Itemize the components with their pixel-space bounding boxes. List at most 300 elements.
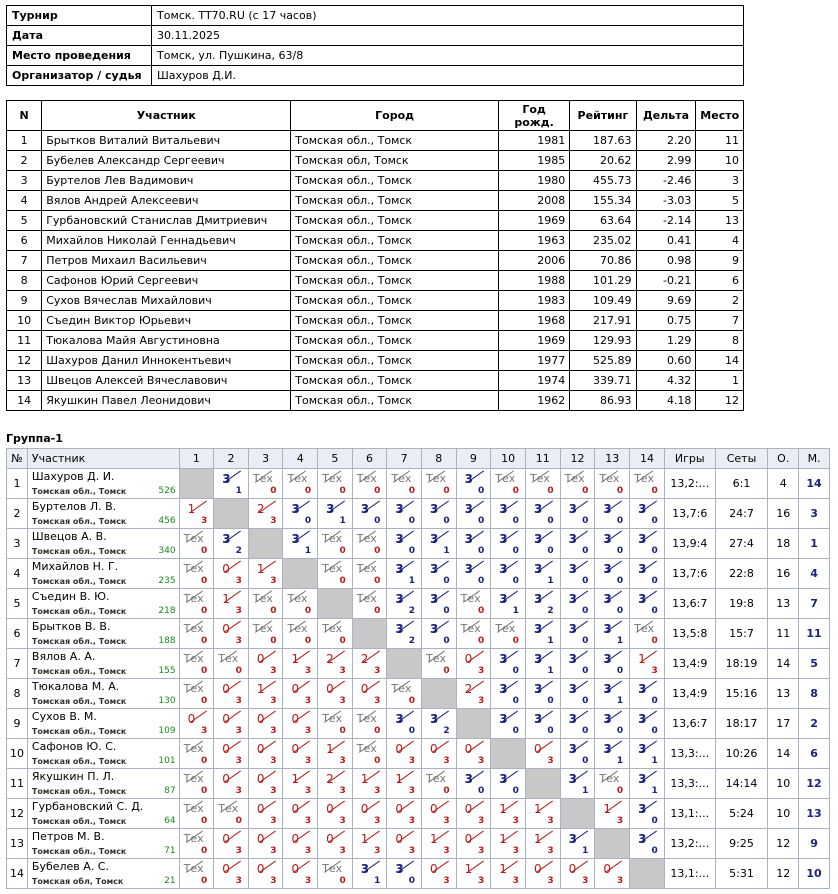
score-right: 3 bbox=[651, 666, 658, 676]
grid-header-opponent: 12 bbox=[560, 449, 595, 469]
grid-player-cell bbox=[27, 589, 179, 619]
score-left: 3 bbox=[568, 832, 578, 846]
participant-cell: 14 bbox=[7, 391, 42, 411]
score-right: 0 bbox=[512, 786, 519, 796]
participant-row bbox=[7, 351, 744, 371]
participant-cell: 1985 bbox=[498, 151, 569, 171]
match-score-cell bbox=[456, 619, 491, 649]
score-right: 3 bbox=[270, 726, 277, 736]
match-score-cell bbox=[491, 679, 526, 709]
player-name: Буртелов Л. В. bbox=[31, 500, 117, 513]
match-score-cell bbox=[491, 499, 526, 529]
participant-cell: 129.93 bbox=[570, 331, 636, 351]
score-left: 0 bbox=[222, 772, 230, 786]
grid-row bbox=[7, 559, 830, 589]
grid-row-number: 9 bbox=[7, 709, 28, 739]
player-rating: 87 bbox=[164, 786, 176, 796]
score-right: 3 bbox=[339, 666, 346, 676]
sets-total: 19:8 bbox=[715, 589, 768, 619]
match-score-cell bbox=[491, 619, 526, 649]
match-score-cell bbox=[248, 469, 283, 499]
participant-cell: Томская обл., Томск bbox=[291, 311, 499, 331]
match-score-cell bbox=[214, 619, 249, 649]
score-left: 0 bbox=[464, 832, 473, 846]
score-right: 0 bbox=[270, 486, 277, 496]
score-left: 0 bbox=[326, 832, 334, 846]
score-left: 3 bbox=[499, 682, 508, 696]
score-right: 3 bbox=[512, 876, 519, 886]
score-right: 0 bbox=[374, 486, 381, 496]
grid-header-opponent: 14 bbox=[630, 449, 665, 469]
score-right: 2 bbox=[408, 636, 415, 646]
match-score-cell bbox=[283, 529, 318, 559]
games-total: 13,4:9 bbox=[664, 649, 715, 679]
score-right: 0 bbox=[582, 516, 589, 526]
match-score-cell bbox=[352, 589, 387, 619]
info-row bbox=[7, 26, 744, 46]
grid-header-opponent: 8 bbox=[421, 449, 456, 469]
participant-cell: 1 bbox=[7, 131, 42, 151]
score-right: 0 bbox=[200, 756, 208, 766]
participant-cell: -0.21 bbox=[636, 271, 696, 291]
info-label: Место проведения bbox=[7, 46, 152, 66]
match-score-cell bbox=[491, 799, 526, 829]
grid-diagonal-cell bbox=[525, 769, 560, 799]
score-left: 3 bbox=[499, 712, 508, 726]
points-total: 12 bbox=[768, 859, 799, 889]
score-right: 0 bbox=[582, 756, 589, 766]
score-left: 0 bbox=[187, 712, 196, 726]
match-score-cell bbox=[318, 499, 353, 529]
match-score-cell bbox=[214, 829, 249, 859]
score-right: 0 bbox=[616, 576, 624, 586]
score-left: Тех bbox=[183, 832, 204, 845]
match-score-cell bbox=[387, 559, 422, 589]
score-left: 0 bbox=[429, 802, 438, 816]
score-left: Тех bbox=[183, 802, 204, 815]
score-right: 0 bbox=[304, 636, 312, 646]
score-right: 0 bbox=[616, 546, 624, 556]
participant-cell: 1980 bbox=[498, 171, 569, 191]
grid-diagonal-cell bbox=[352, 619, 387, 649]
grid-header-opponent: 10 bbox=[491, 449, 526, 469]
final-place: 1 bbox=[799, 529, 830, 559]
final-place: 9 bbox=[799, 829, 830, 859]
match-score-cell bbox=[214, 469, 249, 499]
match-score-cell bbox=[421, 559, 456, 589]
player-rating: 130 bbox=[158, 696, 176, 706]
participant-cell: 2006 bbox=[498, 251, 569, 271]
score-left: Тех bbox=[356, 472, 377, 485]
player-rating: 235 bbox=[158, 576, 176, 586]
match-score-cell bbox=[179, 649, 214, 679]
score-right: 2 bbox=[443, 726, 450, 736]
match-score-cell bbox=[491, 529, 526, 559]
score-right: 0 bbox=[270, 636, 277, 646]
score-left: 3 bbox=[395, 532, 404, 546]
score-left: 0 bbox=[568, 862, 577, 876]
grid-header-name: Участник bbox=[27, 449, 179, 469]
participants-header: N bbox=[7, 101, 42, 131]
participant-cell: Вялов Андрей Алексеевич bbox=[42, 191, 291, 211]
participant-cell: 2008 bbox=[498, 191, 569, 211]
grid-player-cell bbox=[27, 799, 179, 829]
player-rating: 71 bbox=[164, 846, 176, 856]
match-score-cell bbox=[387, 739, 422, 769]
score-right: 3 bbox=[235, 576, 242, 586]
score-left: 3 bbox=[568, 712, 578, 726]
match-score-cell bbox=[318, 829, 353, 859]
score-left: 3 bbox=[429, 712, 439, 726]
match-score-cell bbox=[179, 769, 214, 799]
games-total: 13,2:... bbox=[664, 829, 715, 859]
score-right: 0 bbox=[651, 516, 658, 526]
score-left: Тех bbox=[356, 742, 377, 755]
participant-cell: 101.29 bbox=[570, 271, 636, 291]
match-score-cell bbox=[248, 709, 283, 739]
score-right: 3 bbox=[408, 786, 415, 796]
score-left: 0 bbox=[291, 832, 300, 846]
score-right: 0 bbox=[477, 576, 485, 586]
match-score-cell bbox=[352, 709, 387, 739]
match-score-cell bbox=[179, 709, 214, 739]
participant-cell: Томская обл., Томск bbox=[291, 211, 499, 231]
score-right: 3 bbox=[304, 666, 312, 676]
score-right: 3 bbox=[374, 696, 381, 706]
participant-cell: 1981 bbox=[498, 131, 569, 151]
score-left: Тех bbox=[183, 562, 204, 575]
score-right: 3 bbox=[477, 846, 485, 856]
score-left: 3 bbox=[568, 622, 578, 636]
match-score-cell bbox=[421, 529, 456, 559]
score-left: 1 bbox=[187, 502, 196, 516]
score-right: 0 bbox=[651, 696, 658, 706]
sets-total: 18:19 bbox=[715, 649, 768, 679]
score-left: 3 bbox=[464, 472, 473, 486]
grid-player-cell bbox=[27, 709, 179, 739]
points-total: 10 bbox=[768, 799, 799, 829]
match-score-cell bbox=[525, 559, 560, 589]
grid-player-cell bbox=[27, 769, 179, 799]
score-right: 0 bbox=[339, 546, 346, 556]
match-score-cell bbox=[318, 739, 353, 769]
match-score-cell bbox=[525, 679, 560, 709]
score-left: 3 bbox=[429, 532, 439, 546]
participant-row bbox=[7, 291, 744, 311]
grid-header-opponent: 9 bbox=[456, 449, 491, 469]
score-left: 3 bbox=[568, 562, 578, 576]
participants-header: Рейтинг bbox=[570, 101, 636, 131]
match-score-cell bbox=[491, 589, 526, 619]
score-right: 0 bbox=[512, 576, 519, 586]
sets-total: 6:1 bbox=[715, 469, 768, 499]
match-score-cell bbox=[525, 709, 560, 739]
score-left: 1 bbox=[429, 832, 438, 846]
score-left: Тех bbox=[322, 532, 343, 545]
player-name: Гурбановский С. Д. bbox=[31, 800, 144, 813]
score-right: 3 bbox=[200, 726, 208, 736]
grid-header-opponent: 6 bbox=[352, 449, 387, 469]
participant-cell: Томская обл, Томск bbox=[291, 151, 499, 171]
participants-header: Место bbox=[696, 101, 744, 131]
score-right: 1 bbox=[651, 786, 658, 796]
player-rating: 218 bbox=[158, 606, 176, 616]
score-right: 0 bbox=[339, 636, 346, 646]
score-right: 3 bbox=[339, 696, 346, 706]
match-score-cell bbox=[352, 679, 387, 709]
match-score-cell bbox=[387, 529, 422, 559]
score-right: 3 bbox=[547, 876, 554, 886]
score-right: 3 bbox=[547, 846, 554, 856]
score-right: 0 bbox=[616, 516, 624, 526]
score-right: 0 bbox=[582, 576, 589, 586]
match-score-cell bbox=[630, 559, 665, 589]
score-left: Тех bbox=[252, 622, 273, 635]
grid-row bbox=[7, 799, 830, 829]
participants-header: Участник bbox=[42, 101, 291, 131]
player-rating: 21 bbox=[164, 876, 176, 886]
participant-cell: 12 bbox=[696, 391, 744, 411]
score-right: 3 bbox=[339, 786, 346, 796]
participant-cell: 525.89 bbox=[570, 351, 636, 371]
score-left: 3 bbox=[568, 592, 578, 606]
match-score-cell bbox=[491, 709, 526, 739]
score-left: Тех bbox=[322, 472, 343, 485]
score-left: 1 bbox=[256, 562, 265, 576]
match-score-cell bbox=[491, 469, 526, 499]
match-score-cell bbox=[248, 739, 283, 769]
score-left: Тех bbox=[356, 712, 377, 725]
grid-row bbox=[7, 589, 830, 619]
match-score-cell bbox=[595, 469, 630, 499]
participant-cell: 235.02 bbox=[570, 231, 636, 251]
score-left: Тех bbox=[356, 562, 377, 575]
score-left: 0 bbox=[533, 742, 542, 756]
match-score-cell bbox=[491, 769, 526, 799]
games-total: 13,1:... bbox=[664, 859, 715, 889]
score-right: 0 bbox=[616, 486, 624, 496]
score-left: 3 bbox=[395, 862, 404, 876]
match-score-cell bbox=[630, 469, 665, 499]
score-right: 0 bbox=[339, 576, 346, 586]
games-total: 13,7:6 bbox=[664, 499, 715, 529]
score-right: 0 bbox=[443, 636, 450, 646]
points-total: 13 bbox=[768, 589, 799, 619]
score-right: 3 bbox=[477, 876, 485, 886]
score-left: 3 bbox=[638, 802, 647, 816]
final-place: 6 bbox=[799, 739, 830, 769]
match-score-cell bbox=[352, 739, 387, 769]
grid-row bbox=[7, 529, 830, 559]
score-right: 0 bbox=[512, 726, 519, 736]
match-score-cell bbox=[560, 499, 595, 529]
score-right: 3 bbox=[374, 666, 381, 676]
points-total: 14 bbox=[768, 739, 799, 769]
score-left: Тех bbox=[599, 472, 620, 485]
score-left: Тех bbox=[322, 862, 343, 875]
player-city: Томская обл, Томск bbox=[31, 877, 124, 886]
points-total: 13 bbox=[768, 679, 799, 709]
score-right: 0 bbox=[477, 546, 485, 556]
score-right: 0 bbox=[582, 666, 589, 676]
score-left: 3 bbox=[395, 592, 404, 606]
participant-cell: Томская обл., Томск bbox=[291, 331, 499, 351]
match-score-cell bbox=[179, 679, 214, 709]
match-score-cell bbox=[525, 619, 560, 649]
score-right: 0 bbox=[512, 666, 519, 676]
score-right: 0 bbox=[200, 876, 208, 886]
match-score-cell bbox=[630, 679, 665, 709]
match-score-cell bbox=[179, 799, 214, 829]
match-score-cell bbox=[525, 529, 560, 559]
match-score-cell bbox=[456, 469, 491, 499]
grid-row-number: 8 bbox=[7, 679, 28, 709]
score-left: Тех bbox=[183, 652, 204, 665]
score-left: 0 bbox=[222, 712, 230, 726]
participant-cell: 2.99 bbox=[636, 151, 696, 171]
match-score-cell bbox=[214, 799, 249, 829]
score-left: 0 bbox=[429, 862, 438, 876]
score-left: 1 bbox=[291, 652, 300, 666]
match-score-cell bbox=[214, 649, 249, 679]
score-left: 3 bbox=[291, 532, 300, 546]
score-left: 2 bbox=[256, 502, 265, 516]
final-place: 3 bbox=[799, 499, 830, 529]
grid-header-place: М. bbox=[799, 449, 830, 469]
player-city: Томская обл., Томск bbox=[31, 847, 127, 856]
score-left: 3 bbox=[638, 502, 647, 516]
score-left: Тех bbox=[252, 592, 273, 605]
match-score-cell bbox=[352, 799, 387, 829]
score-right: 3 bbox=[443, 846, 450, 856]
score-left: 0 bbox=[222, 742, 230, 756]
score-left: Тех bbox=[599, 772, 620, 785]
participant-cell: 70.86 bbox=[570, 251, 636, 271]
match-score-cell bbox=[387, 859, 422, 889]
score-right: 3 bbox=[304, 816, 312, 826]
match-score-cell bbox=[630, 709, 665, 739]
score-left: 1 bbox=[533, 802, 542, 816]
score-right: 0 bbox=[200, 576, 208, 586]
grid-row bbox=[7, 739, 830, 769]
score-left: 3 bbox=[603, 502, 612, 516]
score-left: 0 bbox=[429, 742, 438, 756]
participant-cell: 10 bbox=[696, 151, 744, 171]
match-score-cell bbox=[595, 799, 630, 829]
score-right: 3 bbox=[443, 876, 450, 886]
points-total: 4 bbox=[768, 469, 799, 499]
match-score-cell bbox=[387, 829, 422, 859]
score-left: 0 bbox=[256, 832, 265, 846]
score-right: 0 bbox=[200, 846, 208, 856]
score-left: Тех bbox=[287, 622, 308, 635]
match-score-cell bbox=[283, 499, 318, 529]
match-score-cell bbox=[525, 859, 560, 889]
player-city: Томская обл., Томск bbox=[31, 667, 127, 676]
match-score-cell bbox=[421, 469, 456, 499]
player-rating: 526 bbox=[158, 486, 176, 496]
score-right: 3 bbox=[408, 756, 415, 766]
participant-cell: 12 bbox=[7, 351, 42, 371]
info-label: Дата bbox=[7, 26, 152, 46]
participant-row bbox=[7, 191, 744, 211]
grid-diagonal-cell bbox=[214, 499, 249, 529]
match-score-cell bbox=[560, 829, 595, 859]
score-right: 1 bbox=[304, 546, 312, 556]
score-right: 3 bbox=[270, 876, 277, 886]
score-right: 0 bbox=[477, 606, 485, 616]
grid-player-cell bbox=[27, 469, 179, 499]
score-right: 0 bbox=[443, 606, 450, 616]
score-left: Тех bbox=[634, 472, 655, 485]
score-right: 0 bbox=[477, 486, 485, 496]
score-left: Тех bbox=[356, 592, 377, 605]
match-score-cell bbox=[248, 559, 283, 589]
participant-cell: Шахуров Данил Иннокентьевич bbox=[42, 351, 291, 371]
participant-cell: Тюкалова Майя Августиновна bbox=[42, 331, 291, 351]
match-score-cell bbox=[525, 739, 560, 769]
score-right: 3 bbox=[339, 846, 346, 856]
player-city: Томская обл., Томск bbox=[31, 607, 127, 616]
match-score-cell bbox=[387, 589, 422, 619]
score-left: 1 bbox=[360, 772, 369, 786]
match-score-cell bbox=[214, 859, 249, 889]
match-score-cell bbox=[630, 589, 665, 619]
participant-cell: 1968 bbox=[498, 311, 569, 331]
score-left: 0 bbox=[464, 802, 473, 816]
match-score-cell bbox=[352, 859, 387, 889]
score-right: 0 bbox=[200, 816, 208, 826]
score-right: 3 bbox=[408, 816, 415, 826]
score-left: 3 bbox=[464, 502, 473, 516]
player-name: Михайлов Н. Г. bbox=[31, 560, 119, 573]
score-left: 3 bbox=[395, 502, 404, 516]
score-left: 3 bbox=[326, 502, 335, 516]
score-right: 3 bbox=[304, 756, 312, 766]
score-left: 3 bbox=[395, 622, 404, 636]
match-score-cell bbox=[283, 829, 318, 859]
player-name: Съедин В. Ю. bbox=[31, 590, 110, 603]
grid-player-cell bbox=[27, 529, 179, 559]
match-score-cell bbox=[630, 499, 665, 529]
player-rating: 109 bbox=[158, 726, 176, 736]
match-score-cell bbox=[214, 529, 249, 559]
participant-cell: 63.64 bbox=[570, 211, 636, 231]
match-score-cell bbox=[456, 559, 491, 589]
grid-header-opponent: 7 bbox=[387, 449, 422, 469]
participant-cell: 4 bbox=[696, 231, 744, 251]
games-total: 13,6:7 bbox=[664, 589, 715, 619]
score-right: 3 bbox=[235, 636, 242, 646]
final-place: 5 bbox=[799, 649, 830, 679]
score-left: 0 bbox=[326, 682, 334, 696]
match-score-cell bbox=[560, 619, 595, 649]
score-left: 3 bbox=[222, 472, 231, 486]
score-right: 3 bbox=[477, 696, 485, 706]
match-score-cell bbox=[595, 739, 630, 769]
score-right: 3 bbox=[270, 696, 277, 706]
grid-diagonal-cell bbox=[456, 709, 491, 739]
grid-row bbox=[7, 829, 830, 859]
score-right: 3 bbox=[270, 576, 277, 586]
score-left: 3 bbox=[568, 502, 578, 516]
participant-row bbox=[7, 331, 744, 351]
score-right: 1 bbox=[582, 846, 589, 856]
grid-row-number: 14 bbox=[7, 859, 28, 889]
match-score-cell bbox=[318, 469, 353, 499]
score-right: 0 bbox=[443, 666, 450, 676]
score-left: 0 bbox=[256, 652, 265, 666]
